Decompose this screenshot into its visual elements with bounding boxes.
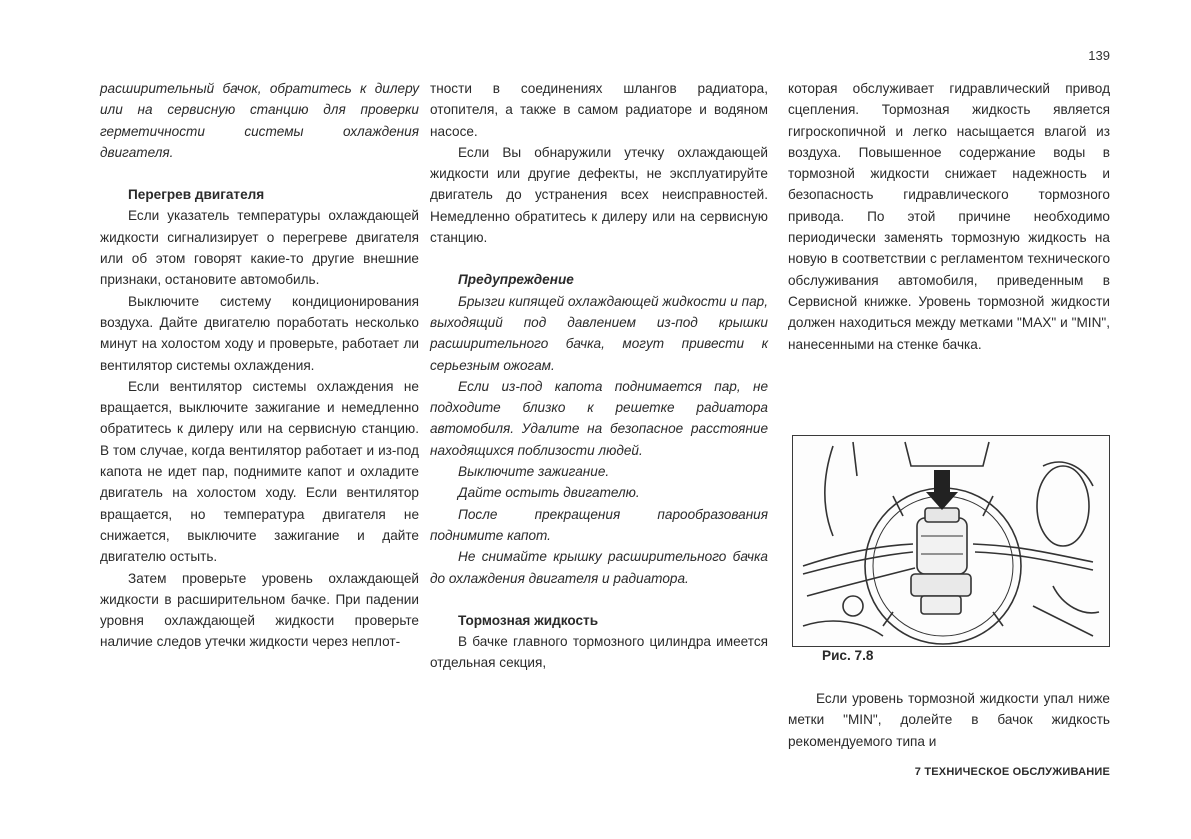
warning-paragraph-3: Выключите зажигание. [458,464,610,480]
warning-paragraph-6: Не снимайте крышку расширительного бачка до охлаждения двигателя и радиатора. [430,549,768,586]
col2-paragraph-3: В бачке главного тормозного цилиндра имеется отдельная секция, [430,634,768,671]
col1-paragraph-1: Если указатель температуры охлаждающей жидкости сигнализирует о перегреве двигателя или об этом говорят какие-то другие внешние признаки, остановите автомобиль. [100,208,419,288]
warning-paragraph-4: Дайте остыть двигателю. [458,485,640,501]
column-3-bottom [788,688,1110,752]
warning-paragraph-5: После прекращения парообразования поднимите капот. [430,506,768,543]
col1-intro: расширительный бачок, обратитесь к дилеру или на сервисную станцию для проверки герметичности системы охлаждения двигателя. [100,81,419,160]
col2-paragraph-2: Если Вы обнаружили утечку охлаждающей жидкости или другие дефекты, не эксплуатируйте двигатель до устранения всех неисправностей. Немедленно обратитесь к дилеру или на сервисную станцию. [430,144,768,246]
warning-paragraph-2: Если из-под капота поднимается пар, не подходите близко к решетке радиатора автомобиля. Удалите на безопасное расстояние находящихся поблизости людей. [430,378,768,458]
figure-caption: Рис. 7.8 [822,648,874,663]
col1-paragraph-4: Затем проверьте уровень охлаждающей жидкости в расширительном бачке. При падении уровня охлаждающей жидкости проверьте наличие следов утечки жидкости через неплот- [100,570,419,650]
col3-paragraph-1: которая обслуживает гидравлический привод сцепления. Тормозная жидкость является гигроскопичной и легко насыщается влагой из воздуха. Повышенное содержание воды в тормозной жидкости снижает надежность и безопасность гидравлического тормозного привода. По этой причине необходимо периодически заменять тормозную жидкость на новую в соответствии с регламентом технического обслуживания автомобиля, приведенным в Сервисной книжке. Уровень тормозной жидкости должен находиться между метками "MAX" и "MIN", нанесенными на стенке бачка. [788,81,1110,352]
heading-overheat: Перегрев двигателя [128,187,265,203]
warning-heading: Предупреждение [458,272,574,288]
warning-paragraph-1: Брызги кипящей охлаждающей жидкости и пар, выходящий под давлением из-под крышки расширительного бачка, могут привести к серьезным ожогам. [430,293,768,373]
column-1 [100,78,419,653]
section-footer: 7 ТЕХНИЧЕСКОЕ ОБСЛУЖИВАНИЕ [914,766,1110,778]
col1-paragraph-3: Если вентилятор системы охлаждения не вращается, выключите зажигание и немедленно обратитесь к дилеру или на сервисную станцию. В том случае, когда вентилятор работает и из-под капота не идет пар, поднимите капот и охладите двигатель на холостом ходу. Если вентилятор вращается, но температура двигателя не снижается, выключите зажигание и дайте двигателю остыть. [100,378,419,565]
column-2 [430,78,768,674]
col1-paragraph-2: Выключите систему кондиционирования воздуха. Дайте двигателю поработать несколько минут на холостом ходу и проверьте, работает ли вентилятор системы охлаждения. [100,293,419,373]
col3-paragraph-2: Если уровень тормозной жидкости упал ниже метки "MIN", долейте в бачок жидкость рекомендуемого типа и [788,691,1110,749]
arrow-icon [926,470,958,510]
figure-brake-reservoir [792,435,1110,647]
heading-brake-fluid: Тормозная жидкость [458,612,599,628]
page-number: 139 [1088,48,1110,63]
column-3 [788,78,1110,355]
brake-reservoir-illustration [793,436,1109,646]
col2-paragraph-1: тности в соединениях шлангов радиатора, отопителя, а также в самом радиаторе и водяном насосе. [430,81,768,139]
